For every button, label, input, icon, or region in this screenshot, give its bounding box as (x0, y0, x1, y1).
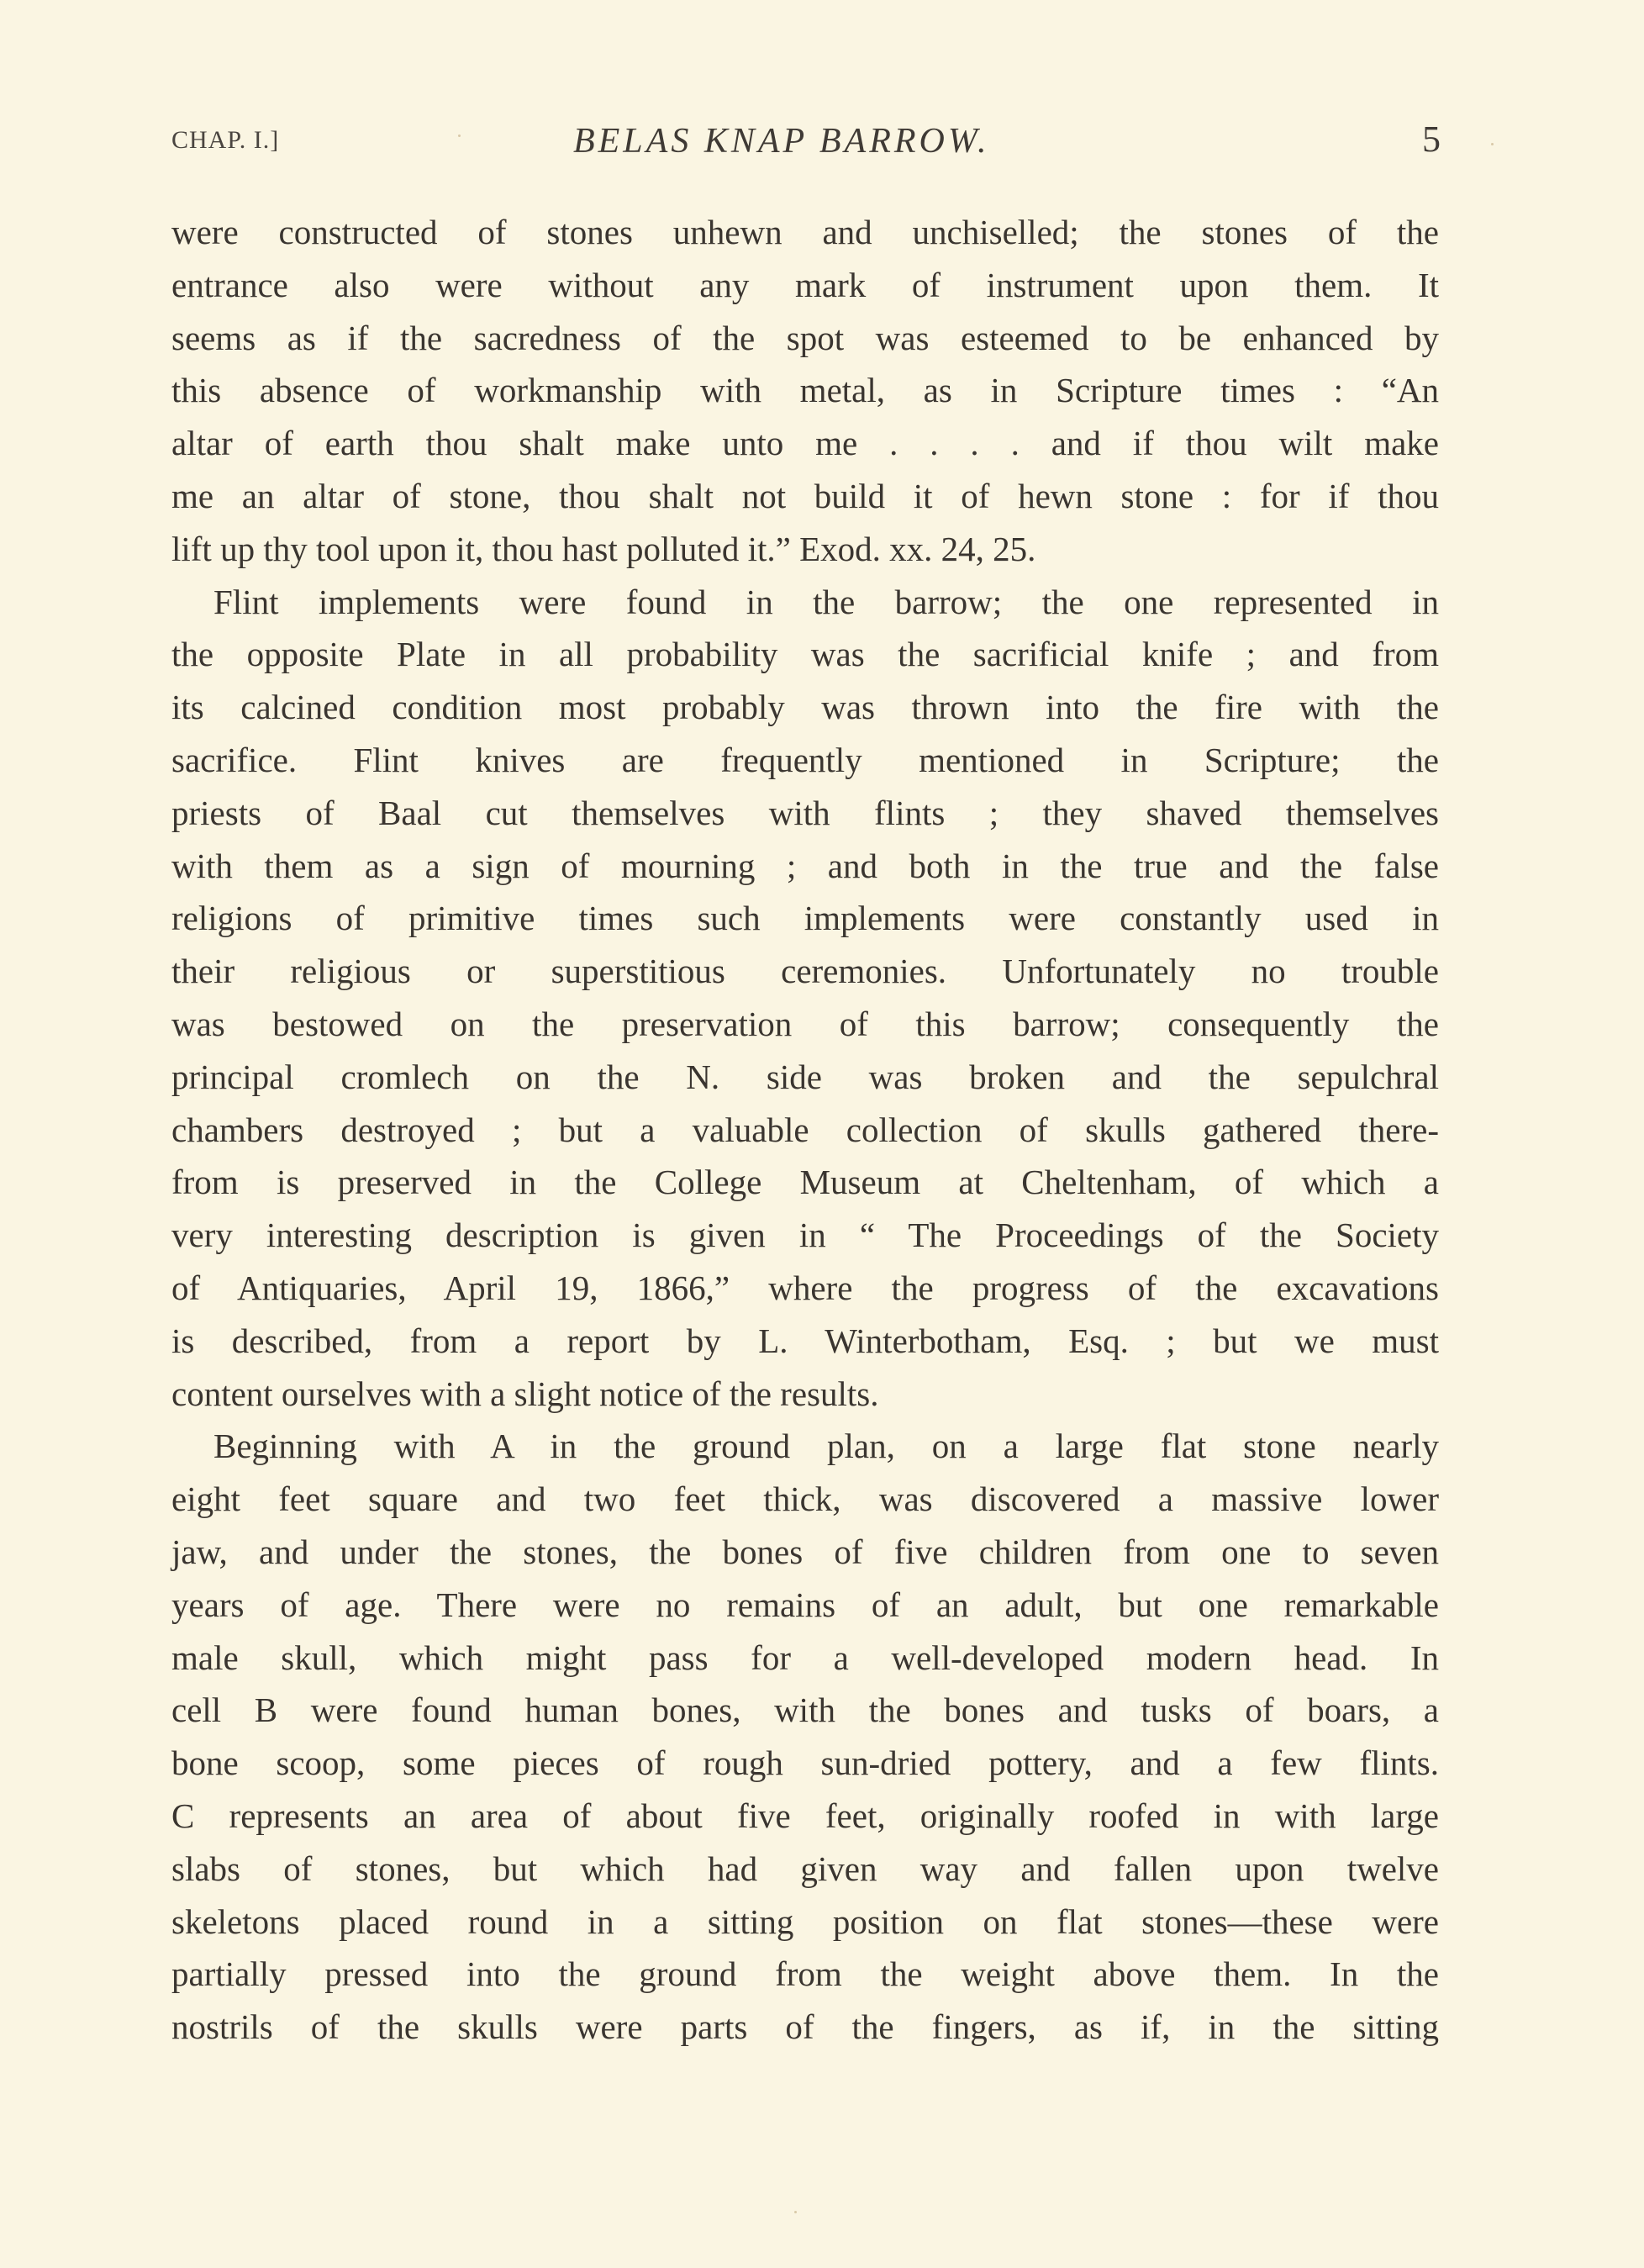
text-line: Flint implements were found in the barrow; the one represented in (213, 582, 1439, 621)
paper-speck (458, 134, 461, 137)
text-line: slabs of stones, but which had given way and fallen upon twelve (171, 1849, 1439, 1888)
text-line: entrance also were without any mark of instrument upon them. It (171, 265, 1439, 304)
text-line: is described, from a report by L. Winterbotham, Esq. ; but we must (171, 1321, 1439, 1360)
text-line: chambers destroyed ; but a valuable collection of skulls gathered there- (171, 1110, 1439, 1149)
text-line: the opposite Plate in all probability was the sacrificial knife ; and from (171, 635, 1439, 674)
text-line: very interesting description is given in “ The Proceedings of the Society (171, 1216, 1439, 1255)
text-line: this absence of workmanship with metal, as in Scripture times : “An (171, 371, 1439, 410)
paper-speck (794, 2211, 797, 2213)
text-line: eight feet square and two feet thick, was discovered a massive lower (171, 1479, 1439, 1519)
text-line: cell B were found human bones, with the bones and tusks of boars, a (171, 1690, 1439, 1730)
text-line: male skull, which might pass for a well-developed modern head. In (171, 1638, 1439, 1677)
paper-speck (1491, 143, 1494, 145)
text-line: C represents an area of about five feet, originally roofed in with large (171, 1796, 1439, 1835)
text-line: content ourselves with a slight notice of the results. (171, 1374, 879, 1413)
text-line: lift up thy tool upon it, thou hast polluted it.” Exod. xx. 24, 25. (171, 529, 1036, 568)
text-line: religions of primitive times such implements were constantly used in (171, 899, 1439, 938)
paragraph (171, 206, 1439, 576)
text-line: seems as if the sacredness of the spot was esteemed to be enhanced by (171, 318, 1439, 357)
text-line: partially pressed into the ground from the weight above them. In the (171, 1954, 1439, 1994)
text-line: jaw, and under the stones, the bones of five children from one to seven (171, 1532, 1439, 1571)
text-line: altar of earth thou shalt make unto me . . . . and if thou wilt make (171, 424, 1439, 463)
text-line: sacrifice. Flint knives are frequently mentioned in Scripture; the (171, 740, 1439, 779)
text-line: were constructed of stones unhewn and unchiselled; the stones of the (171, 213, 1439, 251)
running-head (171, 118, 1441, 168)
text-line: their religious or superstitious ceremonies. Unfortunately no trouble (171, 952, 1439, 991)
chapter-label: CHAP. I.] (171, 126, 280, 154)
text-line: Beginning with A in the ground plan, on a large flat stone nearly (213, 1427, 1439, 1466)
text-line: with them as a sign of mourning ; and both in the true and the false (171, 846, 1439, 885)
text-line: years of age. There were no remains of an adult, but one remarkable (171, 1585, 1439, 1624)
text-line: from is preserved in the College Museum at Cheltenham, of which a (171, 1163, 1439, 1202)
page-number: 5 (1422, 119, 1441, 160)
paragraph (171, 576, 1439, 1421)
text-line: me an altar of stone, thou shalt not build it of hewn stone : for if thou (171, 476, 1439, 515)
text-line: principal cromlech on the N. side was broken and the sepulchral (171, 1057, 1439, 1096)
text-line: of Antiquaries, April 19, 1866,” where the progress of the excavations (171, 1268, 1439, 1307)
text-line: skeletons placed round in a sitting position on flat stones—these were (171, 1901, 1439, 1941)
text-line: priests of Baal cut themselves with flints ; they shaved themselves (171, 793, 1439, 832)
text-line: nostrils of the skulls were parts of the fingers, as if, in the sitting (171, 2007, 1439, 2047)
text-line: bone scoop, some pieces of rough sun-dried pottery, and a few flints. (171, 1743, 1439, 1783)
text-line: its calcined condition most probably was thrown into the fire with the (171, 688, 1439, 727)
body-text (171, 206, 1439, 2054)
running-title: BELAS KNAP BARROW. (573, 122, 990, 161)
text-line: was bestowed on the preservation of this barrow; consequently the (171, 1004, 1439, 1043)
paragraph (171, 1420, 1439, 2054)
